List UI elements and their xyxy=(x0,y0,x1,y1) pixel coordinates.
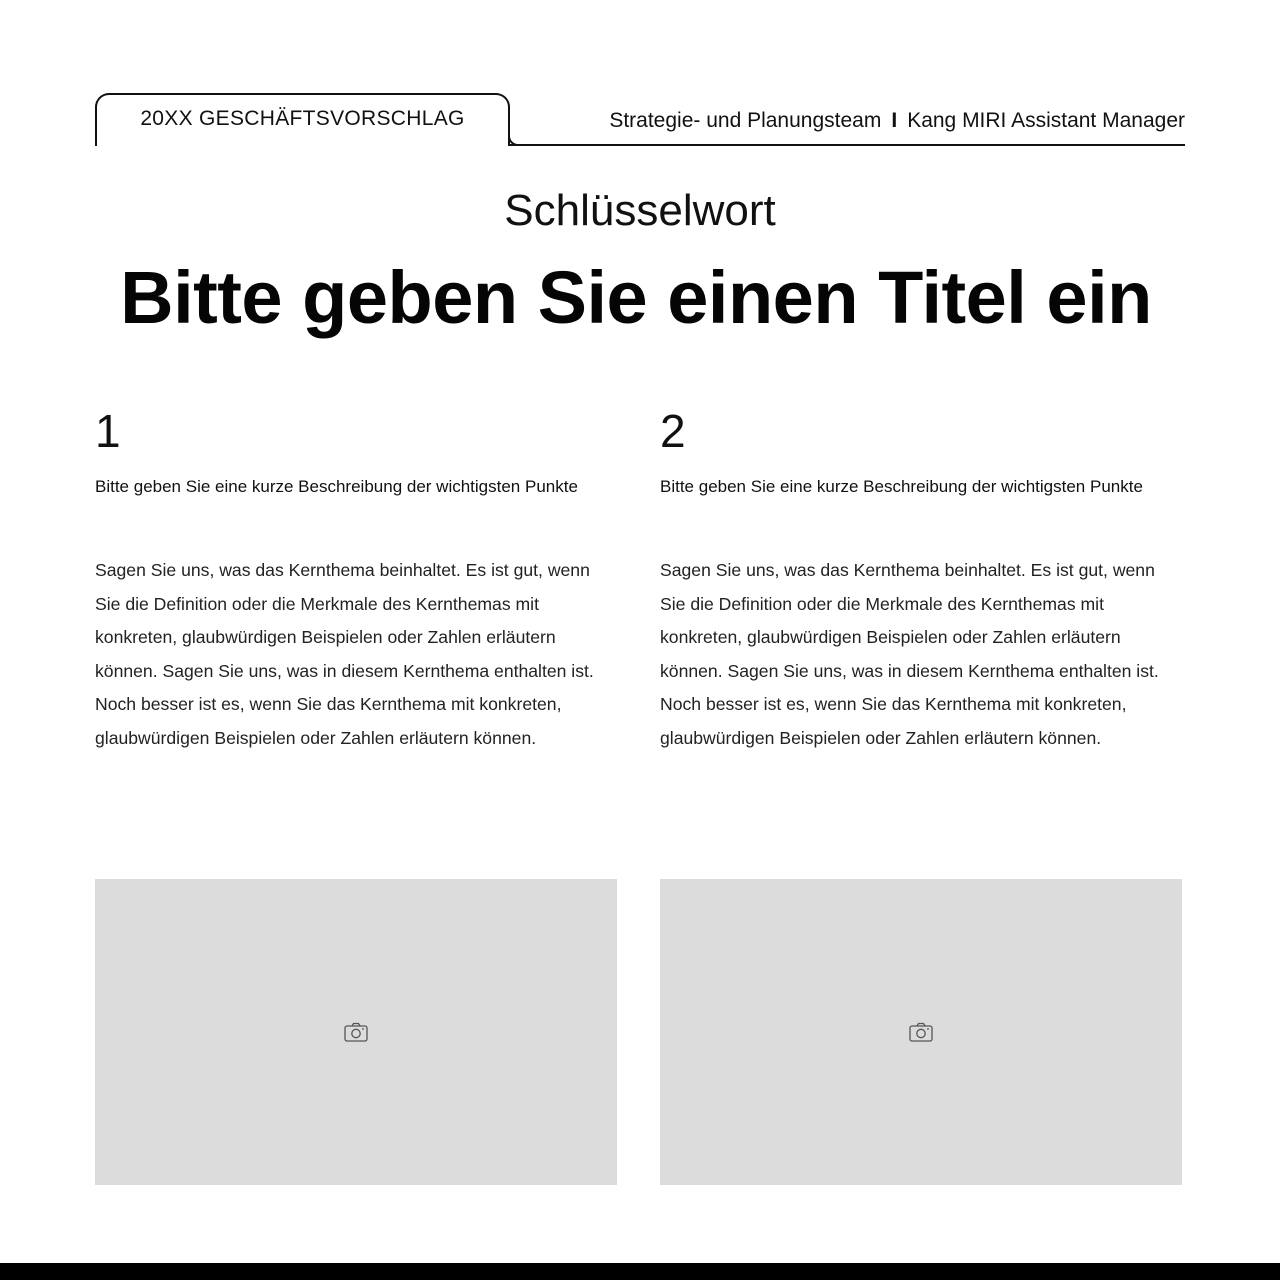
body-line: glaubwürdigen Beispielen oder Zahlen erläutern können. xyxy=(660,727,1102,748)
body-line: glaubwürdigen Beispielen oder Zahlen erläutern können. xyxy=(95,727,537,748)
column-heading[interactable]: Bitte geben Sie eine kurze Beschreibung der wichtigsten Punkte xyxy=(95,477,578,496)
body-line: können. Sagen Sie uns, was in diesem Kernthema enthalten ist. xyxy=(660,660,1159,681)
page-title[interactable]: Bitte geben Sie einen Titel ein xyxy=(120,256,1152,339)
body-line: Sie die Definition oder die Merkmale des Kernthemas mit xyxy=(660,593,1104,614)
header-rule xyxy=(510,144,1185,146)
footer-bar xyxy=(0,1263,1280,1280)
camera-icon[interactable] xyxy=(909,1022,933,1042)
team-name: Strategie- und Planungsteam xyxy=(609,109,882,132)
column-number: 2 xyxy=(660,405,686,457)
column-number: 1 xyxy=(95,405,121,457)
body-line: können. Sagen Sie uns, was in diesem Kernthema enthalten ist. xyxy=(95,660,594,681)
image-placeholder-2[interactable] xyxy=(660,879,1182,1185)
content-column-2 xyxy=(660,405,1183,756)
document-label: 20XX GESCHÄFTSVORSCHLAG xyxy=(140,107,465,130)
body-line: konkreten, glaubwürdigen Beispielen oder Zahlen erläutern xyxy=(95,627,556,648)
camera-icon[interactable] xyxy=(344,1022,368,1042)
body-line: konkreten, glaubwürdigen Beispielen oder Zahlen erläutern xyxy=(660,627,1121,648)
column-body[interactable] xyxy=(660,554,1183,756)
body-line: Sie die Definition oder die Merkmale des Kernthemas mit xyxy=(95,593,539,614)
author-separator: I xyxy=(891,109,898,132)
body-line: Noch besser ist es, wenn Sie das Kernthema mit konkreten, xyxy=(95,694,562,715)
body-line: Sagen Sie uns, was das Kernthema beinhaltet. Es ist gut, wenn xyxy=(95,560,590,580)
content-column-1 xyxy=(95,405,618,756)
document-header xyxy=(95,93,1185,148)
keyword-label[interactable]: Schlüsselwort xyxy=(504,186,776,235)
body-line: Noch besser ist es, wenn Sie das Kernthema mit konkreten, xyxy=(660,694,1127,715)
column-heading[interactable]: Bitte geben Sie eine kurze Beschreibung der wichtigsten Punkte xyxy=(660,477,1143,496)
image-placeholder-1[interactable] xyxy=(95,879,617,1185)
author-name: Kang MIRI Assistant Manager xyxy=(907,109,1185,132)
column-body[interactable] xyxy=(95,554,618,756)
author-info xyxy=(609,109,1185,133)
body-line: Sagen Sie uns, was das Kernthema beinhaltet. Es ist gut, wenn xyxy=(660,560,1155,580)
